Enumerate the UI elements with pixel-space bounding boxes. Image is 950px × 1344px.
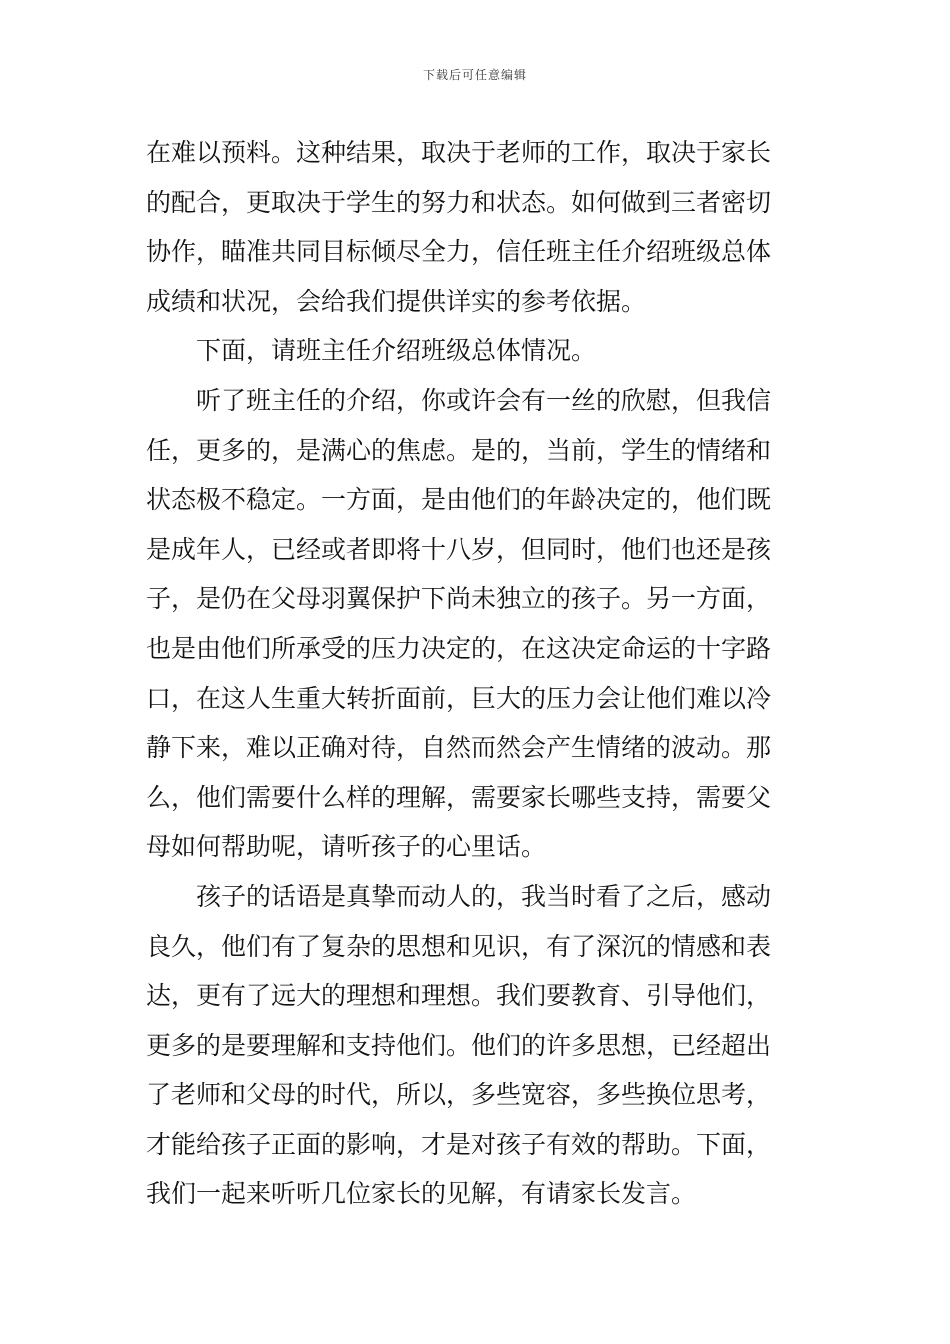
text-line: 我们一起来听听几位家长的见解，有请家长发言。 xyxy=(146,1179,697,1209)
text-line: 达，更有了远大的理想和理想。我们要教育、引导他们， xyxy=(146,981,772,1011)
page-header: 下载后可任意编辑 xyxy=(422,68,527,82)
text-line: 么，他们需要什么样的理解，需要家长哪些支持，需要父 xyxy=(146,782,772,812)
text-line: 良久，他们有了复杂的思想和见识，有了深沉的情感和表 xyxy=(146,931,772,961)
text-line: 是成年人，已经或者即将十八岁，但同时，他们也还是孩 xyxy=(146,534,772,564)
text-line: 口，在这人生重大转折面前，巨大的压力会让他们难以冷 xyxy=(146,683,772,713)
text-line: 母如何帮助呢，请听孩子的心里话。 xyxy=(146,832,547,862)
text-line: 任，更多的，是满心的焦虑。是的，当前，学生的情绪和 xyxy=(146,435,772,465)
text-line: 状态极不稳定。一方面，是由他们的年龄决定的，他们既 xyxy=(146,485,772,515)
body-text xyxy=(146,128,806,1219)
text-line: 协作，瞄准共同目标倾尽全力，信任班主任介绍班级总体 xyxy=(146,237,772,267)
text-line: 了老师和父母的时代，所以，多些宽容，多些换位思考， xyxy=(146,1080,772,1110)
text-line: 的配合，更取决于学生的努力和状态。如何做到三者密切 xyxy=(146,187,772,217)
text-line: 也是由他们所承受的压力决定的，在这决定命运的十字路 xyxy=(146,633,772,663)
text-line: 子，是仍在父母羽翼保护下尚未独立的孩子。另一方面， xyxy=(146,584,772,614)
text-line: 静下来，难以正确对待，自然而然会产生情绪的波动。那 xyxy=(146,733,772,763)
text-line: 更多的是要理解和支持他们。他们的许多思想，已经超出 xyxy=(146,1030,772,1060)
text-line: 在难以预料。这种结果，取决于老师的工作，取决于家长 xyxy=(146,138,772,167)
text-line: 才能给孩子正面的影响，才是对孩子有效的帮助。下面， xyxy=(146,1129,772,1159)
text-line: 下面，请班主任介绍班级总体情况。 xyxy=(196,336,597,366)
text-line: 成绩和状况，会给我们提供详实的参考依据。 xyxy=(146,286,647,316)
text-line: 听了班主任的介绍，你或许会有一丝的欣慰，但我信 xyxy=(196,385,772,415)
text-line: 孩子的话语是真挚而动人的，我当时看了之后，感动 xyxy=(196,881,772,911)
